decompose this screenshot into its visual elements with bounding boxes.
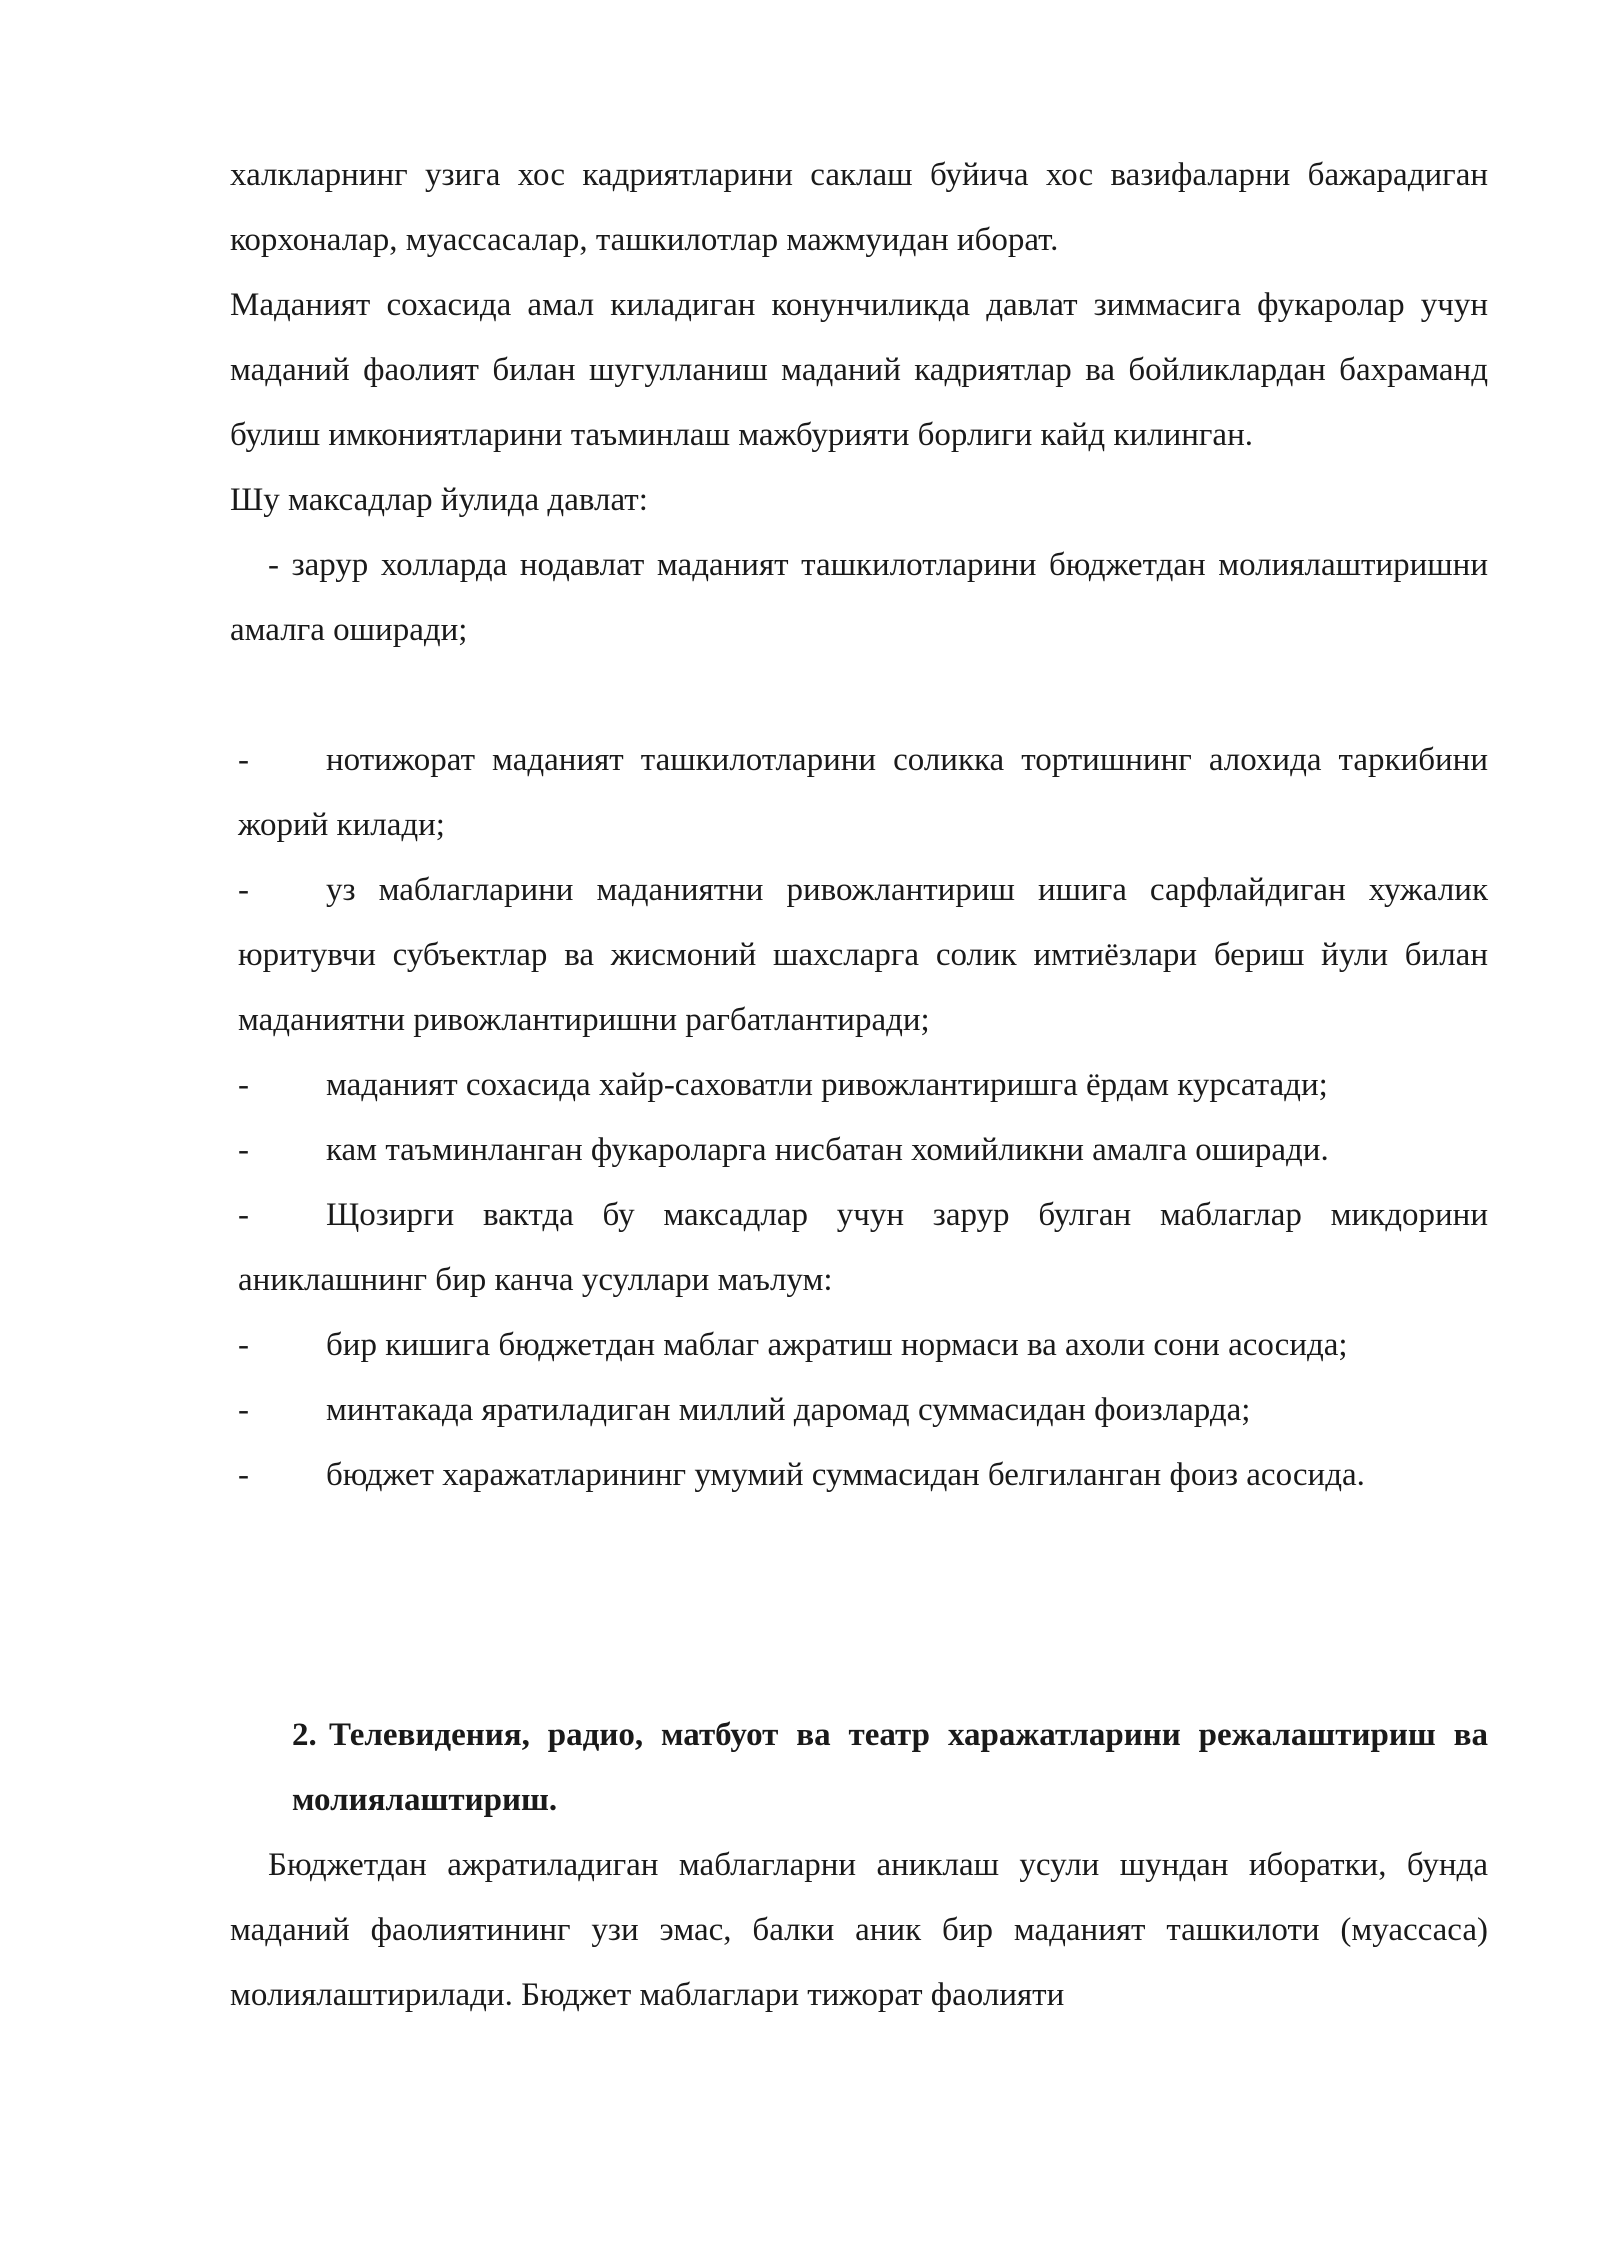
dash-marker: - <box>238 1327 249 1363</box>
list-item-text: маданият сохасида хайр-саховатли ривожлантиришга ёрдам курсатади; <box>326 1067 1328 1103</box>
section-heading <box>292 1703 1488 1833</box>
list-item-text: нотижорат маданият ташкилотларини соликка тортишнинг алохида таркибини жорий килади; <box>238 742 1488 843</box>
paragraph-legislation: Маданият сохасида амал киладиган конунчиликда давлат зиммасига фукаролар учун маданий фаолият билан шугулланиш маданий кадриятлар ва бойликлардан бахраманд булиш имкониятларини таъминлаш мажбурияти борлиги кайд килинган. <box>230 287 1488 453</box>
list-item-text: бир кишига бюджетдан маблаг ажратиш нормаси ва ахоли сони асосида; <box>326 1327 1348 1363</box>
paragraph-budget-financing: - зарур холларда нодавлат маданият ташкилотларини бюджетдан молиялаштиришни амалга оширади; <box>230 547 1488 648</box>
body-text-top <box>230 143 1488 663</box>
dash-marker: - <box>238 1067 249 1103</box>
list-item <box>238 1443 1488 1508</box>
dash-marker: - <box>238 742 249 778</box>
list-item-text: минтакада яратиладиган миллий даромад суммасидан фоизларда; <box>326 1392 1251 1428</box>
list-item-text: Щозирги вактда бу максадлар учун зарур булган маблаглар микдорини аниклашнинг бир канча усуллари маълум: <box>238 1197 1488 1298</box>
list-item <box>238 1118 1488 1183</box>
list-item <box>238 1183 1488 1313</box>
body-text-bottom <box>230 1833 1488 2028</box>
paragraph-budget-method: Бюджетдан ажратиладиган маблагларни аниклаш усули шундан иборатки, бунда маданий фаолиятининг узи эмас, балки аник бир маданият ташкилоти (муассаса) молиялаштирилади. Бюджет маблаглари тижорат фаолияти <box>230 1847 1488 2013</box>
dash-marker: - <box>238 1457 249 1493</box>
bullet-list <box>230 728 1488 1508</box>
list-item-text: уз маблагларини маданиятни ривожлантириш ишига сарфлайдиган хужалик юритувчи субъектлар ва жисмоний шахсларга солик имтиёзлари бериш йули билан маданиятни ривожлантиришни рагбатлантиради; <box>238 872 1488 1038</box>
dash-marker: - <box>238 1392 249 1428</box>
section-title: Телевидения, радио, матбуот ва театр харажатларини режалаштириш ва молиялаштириш. <box>292 1717 1488 1818</box>
paragraph-values-institutions: халкларнинг узига хос кадриятларини саклаш буйича хос вазифаларни бажарадиган корхоналар, муассасалар, ташкилотлар мажмуидан иборат. <box>230 157 1488 258</box>
list-item <box>238 1053 1488 1118</box>
dash-marker: - <box>238 1132 249 1168</box>
paragraph-state-goals-intro: Шу максадлар йулида давлат: <box>230 482 648 518</box>
list-item <box>238 1313 1488 1378</box>
dash-marker: - <box>238 1197 249 1233</box>
list-item-text: бюджет харажатларининг умумий суммасидан белгиланган фоиз асосида. <box>326 1457 1365 1493</box>
list-item-text: кам таъминланган фукароларга нисбатан хомийликни амалга оширади. <box>326 1132 1329 1168</box>
list-item <box>238 858 1488 1053</box>
list-item <box>238 728 1488 858</box>
section-number: 2. <box>292 1717 317 1753</box>
dash-marker: - <box>238 872 249 908</box>
list-item <box>238 1378 1488 1443</box>
